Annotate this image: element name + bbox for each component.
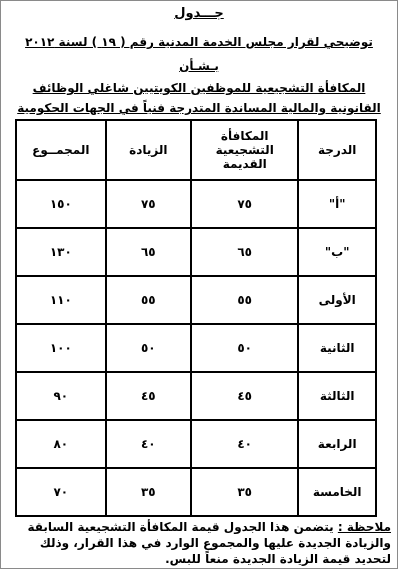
- cell-total: ١١٠: [16, 276, 106, 324]
- cell-total: ٩٠: [16, 372, 106, 420]
- table-header-row: [16, 120, 376, 180]
- cell-old-bonus: ٤٠: [191, 420, 298, 468]
- table-row: [16, 420, 376, 468]
- table-row: [16, 324, 376, 372]
- cell-total: ١٠٠: [16, 324, 106, 372]
- cell-grade: الرابعة: [298, 420, 376, 468]
- cell-increase: ٥٥: [106, 276, 191, 324]
- cell-old-bonus: ٧٥: [191, 180, 298, 228]
- cell-increase: ٤٥: [106, 372, 191, 420]
- cell-total: ١٥٠: [16, 180, 106, 228]
- cell-increase: ٣٥: [106, 468, 191, 516]
- cell-old-bonus: ٣٥: [191, 468, 298, 516]
- table-row: [16, 228, 376, 276]
- cell-old-bonus: ٦٥: [191, 228, 298, 276]
- document-subtitle: توضيحي لقرار مجلس الخدمة المدنية رقم ( ١٩ ) لسنة ٢٠١٢: [25, 35, 373, 49]
- cell-increase: ٥٠: [106, 324, 191, 372]
- bonus-table: [15, 119, 377, 517]
- footnote-label: ملاحظة :: [337, 520, 391, 534]
- cell-grade: الخامسة: [298, 468, 376, 516]
- heading-line-1: المكافأة التشجيعية للموظفين الكويتيين شاغلي الوظائف: [32, 81, 366, 95]
- header-total: المجمــوع: [16, 120, 106, 180]
- cell-grade: "أ": [298, 180, 376, 228]
- footnote: [7, 519, 391, 567]
- cell-increase: ٦٥: [106, 228, 191, 276]
- table-row: [16, 372, 376, 420]
- cell-grade: الأولى: [298, 276, 376, 324]
- heading-line-2: القانونية والمالية المساندة المتدرجة فنياً في الجهات الحكومية: [17, 101, 381, 115]
- cell-total: ٨٠: [16, 420, 106, 468]
- header-old-bonus: المكافأة التشجيعية القديمة: [191, 120, 298, 180]
- cell-total: ٧٠: [16, 468, 106, 516]
- cell-old-bonus: ٥٠: [191, 324, 298, 372]
- footnote-text: يتضمن هذا الجدول قيمة المكافأة التشجيعية السابقة والزيادة الجديدة عليها والمجموع الوارد في هذا القرار، وذلك لتحديد قيمة الزيادة الجديدة منعاً للبس.: [27, 520, 391, 566]
- cell-old-bonus: ٤٥: [191, 372, 298, 420]
- table-row: [16, 180, 376, 228]
- cell-increase: ٤٠: [106, 420, 191, 468]
- cell-grade: الثالثة: [298, 372, 376, 420]
- document-title: جـــدول: [174, 6, 224, 21]
- table-row: [16, 468, 376, 516]
- cell-increase: ٧٥: [106, 180, 191, 228]
- header-grade: الدرجة: [298, 120, 376, 180]
- cell-old-bonus: ٥٥: [191, 276, 298, 324]
- about-label: بـشـأن: [179, 59, 219, 73]
- header-increase: الزيادة: [106, 120, 191, 180]
- cell-grade: الثانية: [298, 324, 376, 372]
- table-row: [16, 276, 376, 324]
- cell-grade: "ب": [298, 228, 376, 276]
- cell-total: ١٣٠: [16, 228, 106, 276]
